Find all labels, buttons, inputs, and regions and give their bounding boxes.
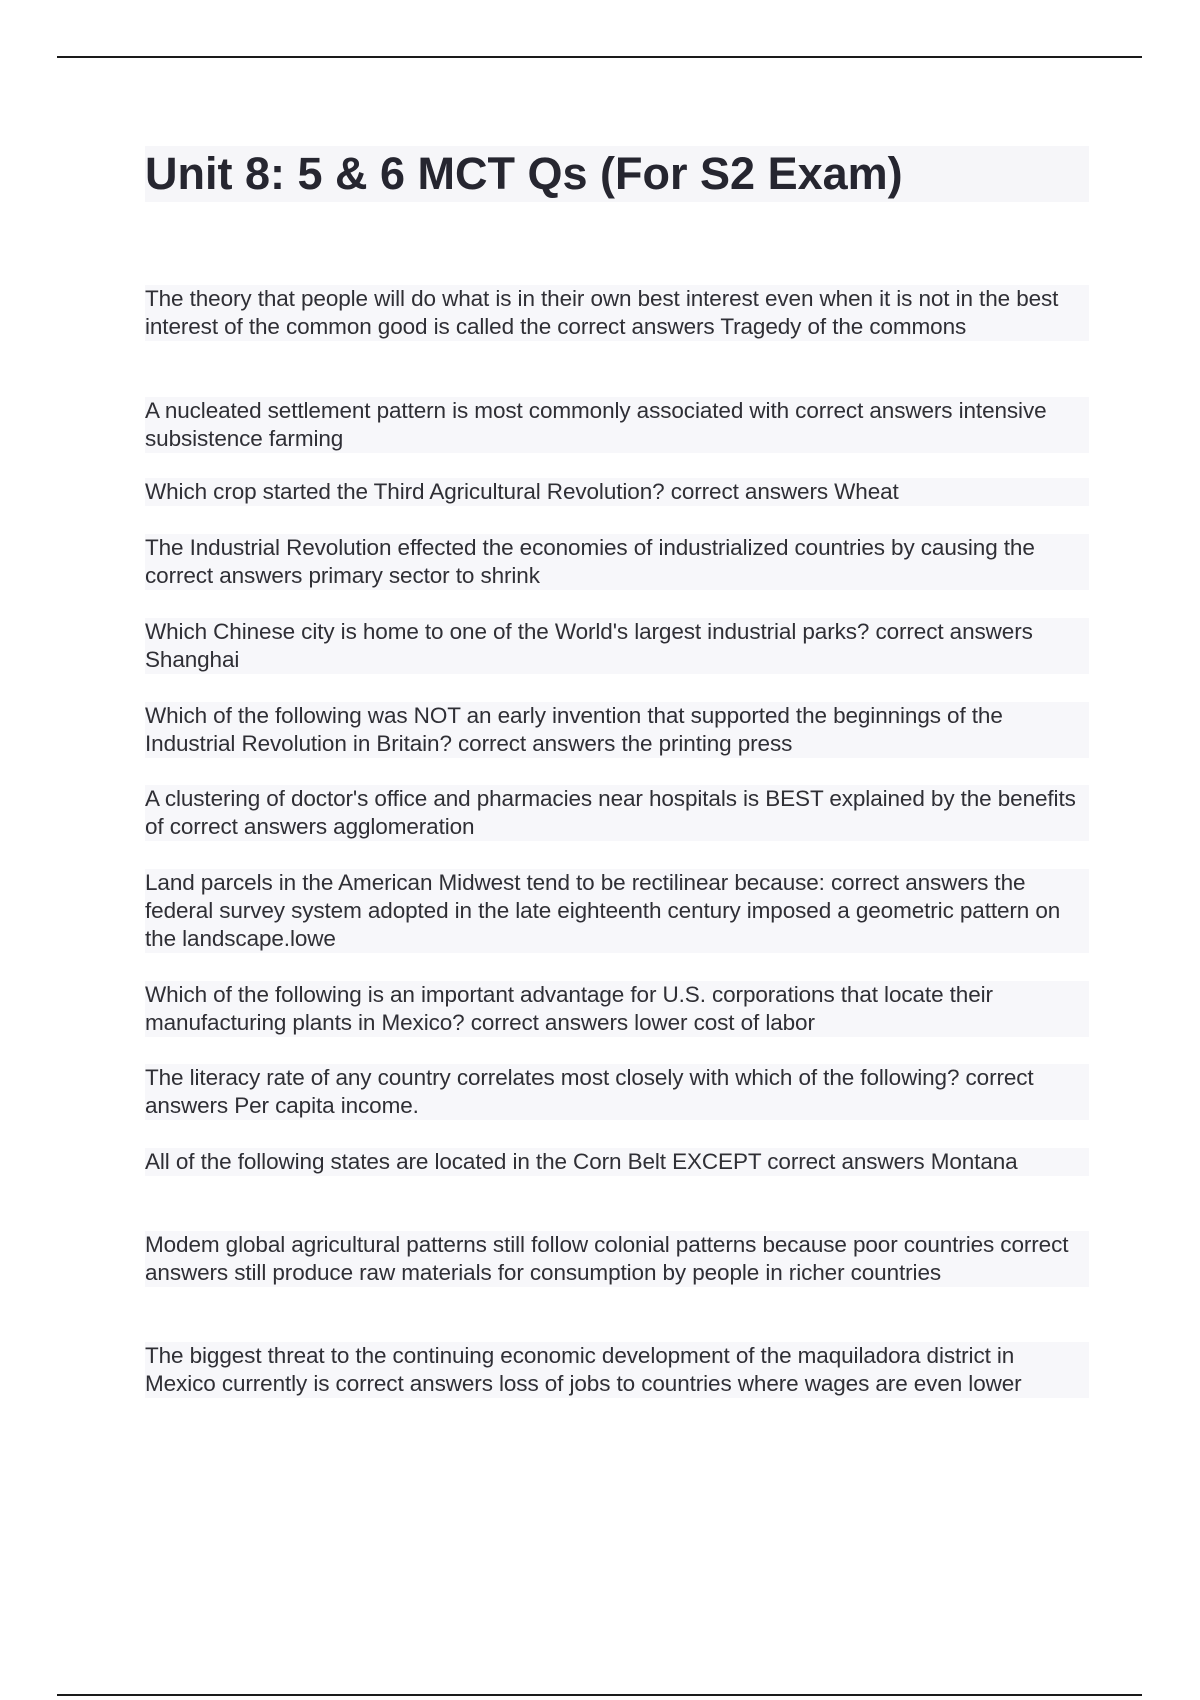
document-title: Unit 8: 5 & 6 MCT Qs (For S2 Exam) [145, 148, 903, 199]
qa-item-11: All of the following states are located in the Corn Belt EXCEPT correct answers Montana [145, 1148, 1089, 1176]
qa-item-12: Modem global agricultural patterns still follow colonial patterns because poor countries correct answers still produce raw materials for consumption by people in richer countries [145, 1231, 1089, 1287]
qa-item-9: Which of the following is an important advantage for U.S. corporations that locate their manufacturing plants in Mexico? correct answers lower cost of labor [145, 981, 1089, 1037]
qa-item-10: The literacy rate of any country correlates most closely with which of the following? correct answers Per capita income. [145, 1064, 1089, 1120]
qa-item-3: Which crop started the Third Agricultural Revolution? correct answers Wheat [145, 478, 1089, 506]
qa-item-13: The biggest threat to the continuing economic development of the maquiladora district in Mexico currently is correct answers loss of jobs to countries where wages are even lower [145, 1342, 1089, 1398]
title-block [145, 146, 1089, 202]
bottom-rule [57, 1694, 1142, 1696]
qa-item-8: Land parcels in the American Midwest tend to be rectilinear because: correct answers the federal survey system adopted in the late eighteenth century imposed a geometric pattern on the landscape.lowe [145, 869, 1089, 953]
top-rule [57, 56, 1142, 58]
qa-item-6: Which of the following was NOT an early invention that supported the beginnings of the Industrial Revolution in Britain? correct answers the printing press [145, 702, 1089, 758]
qa-item-7: A clustering of doctor's office and pharmacies near hospitals is BEST explained by the benefits of correct answers agglomeration [145, 785, 1089, 841]
qa-item-4: The Industrial Revolution effected the economies of industrialized countries by causing the correct answers primary sector to shrink [145, 534, 1089, 590]
qa-item-1: The theory that people will do what is in their own best interest even when it is not in the best interest of the common good is called the correct answers Tragedy of the commons [145, 285, 1089, 341]
qa-item-2: A nucleated settlement pattern is most commonly associated with correct answers intensive subsistence farming [145, 397, 1089, 453]
qa-item-5: Which Chinese city is home to one of the World's largest industrial parks? correct answers Shanghai [145, 618, 1089, 674]
